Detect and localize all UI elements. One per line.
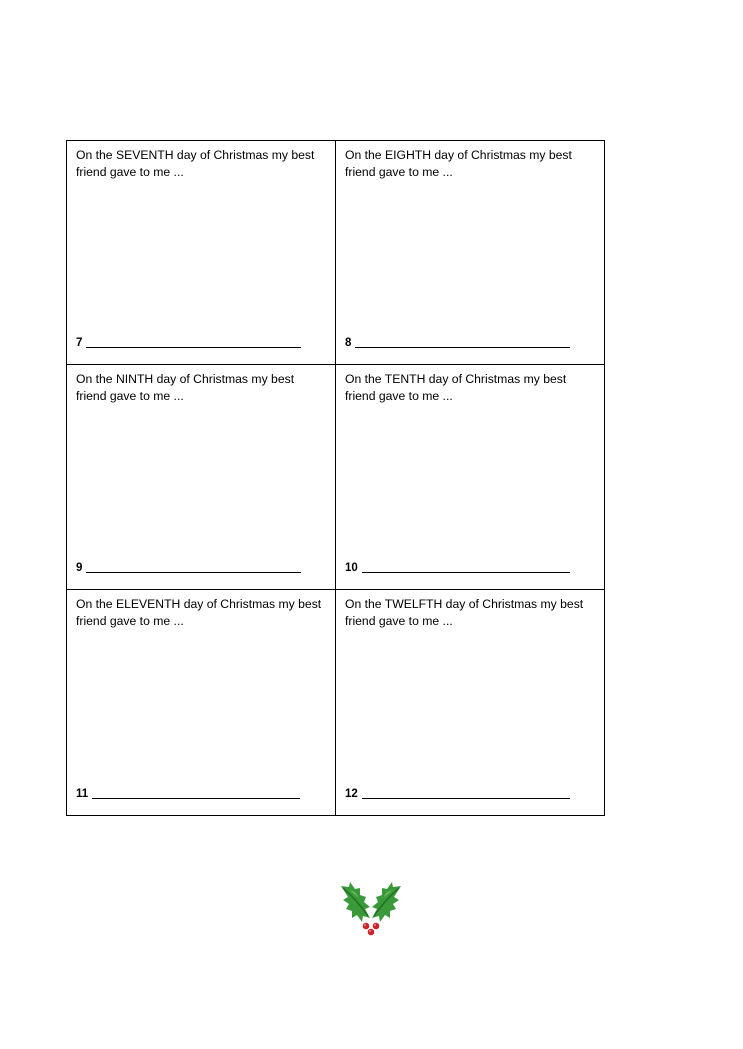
answer-blank[interactable] (86, 572, 301, 573)
answer-blank[interactable] (92, 798, 300, 799)
card-prompt: On the TENTH day of Christmas my best friend gave to me ... (345, 372, 567, 403)
holly-icon (337, 878, 405, 938)
answer-blank[interactable] (86, 347, 301, 348)
card-number: 7 (76, 337, 83, 349)
card-eleventh-day (67, 590, 336, 815)
card-number: 12 (345, 788, 358, 800)
card-prompt: On the TWELFTH day of Christmas my best friend gave to me ... (345, 597, 584, 628)
card-number: 11 (76, 788, 89, 800)
card-eighth-day (336, 141, 604, 365)
card-ninth-day (67, 365, 336, 590)
card-prompt: On the EIGHTH day of Christmas my best friend gave to me ... (345, 148, 572, 179)
card-prompt: On the SEVENTH day of Christmas my best friend gave to me ... (76, 148, 315, 179)
answer-line (76, 562, 301, 574)
card-number: 8 (345, 337, 352, 349)
answer-blank[interactable] (355, 347, 570, 348)
holly-leaf-right (372, 882, 401, 922)
holly-berries (363, 923, 380, 936)
card-prompt: On the NINTH day of Christmas my best friend gave to me ... (76, 372, 295, 403)
answer-line (345, 562, 570, 574)
card-twelfth-day (336, 590, 604, 815)
answer-line (76, 337, 301, 349)
card-grid (66, 140, 605, 816)
holly-leaf-left (341, 882, 370, 922)
card-seventh-day (67, 141, 336, 365)
card-prompt: On the ELEVENTH day of Christmas my best friend gave to me ... (76, 597, 322, 628)
answer-line (76, 788, 300, 800)
answer-blank[interactable] (362, 798, 570, 799)
answer-blank[interactable] (362, 572, 570, 573)
answer-line (345, 337, 570, 349)
card-tenth-day (336, 365, 604, 590)
answer-line (345, 788, 570, 800)
card-number: 9 (76, 562, 83, 574)
card-number: 10 (345, 562, 358, 574)
